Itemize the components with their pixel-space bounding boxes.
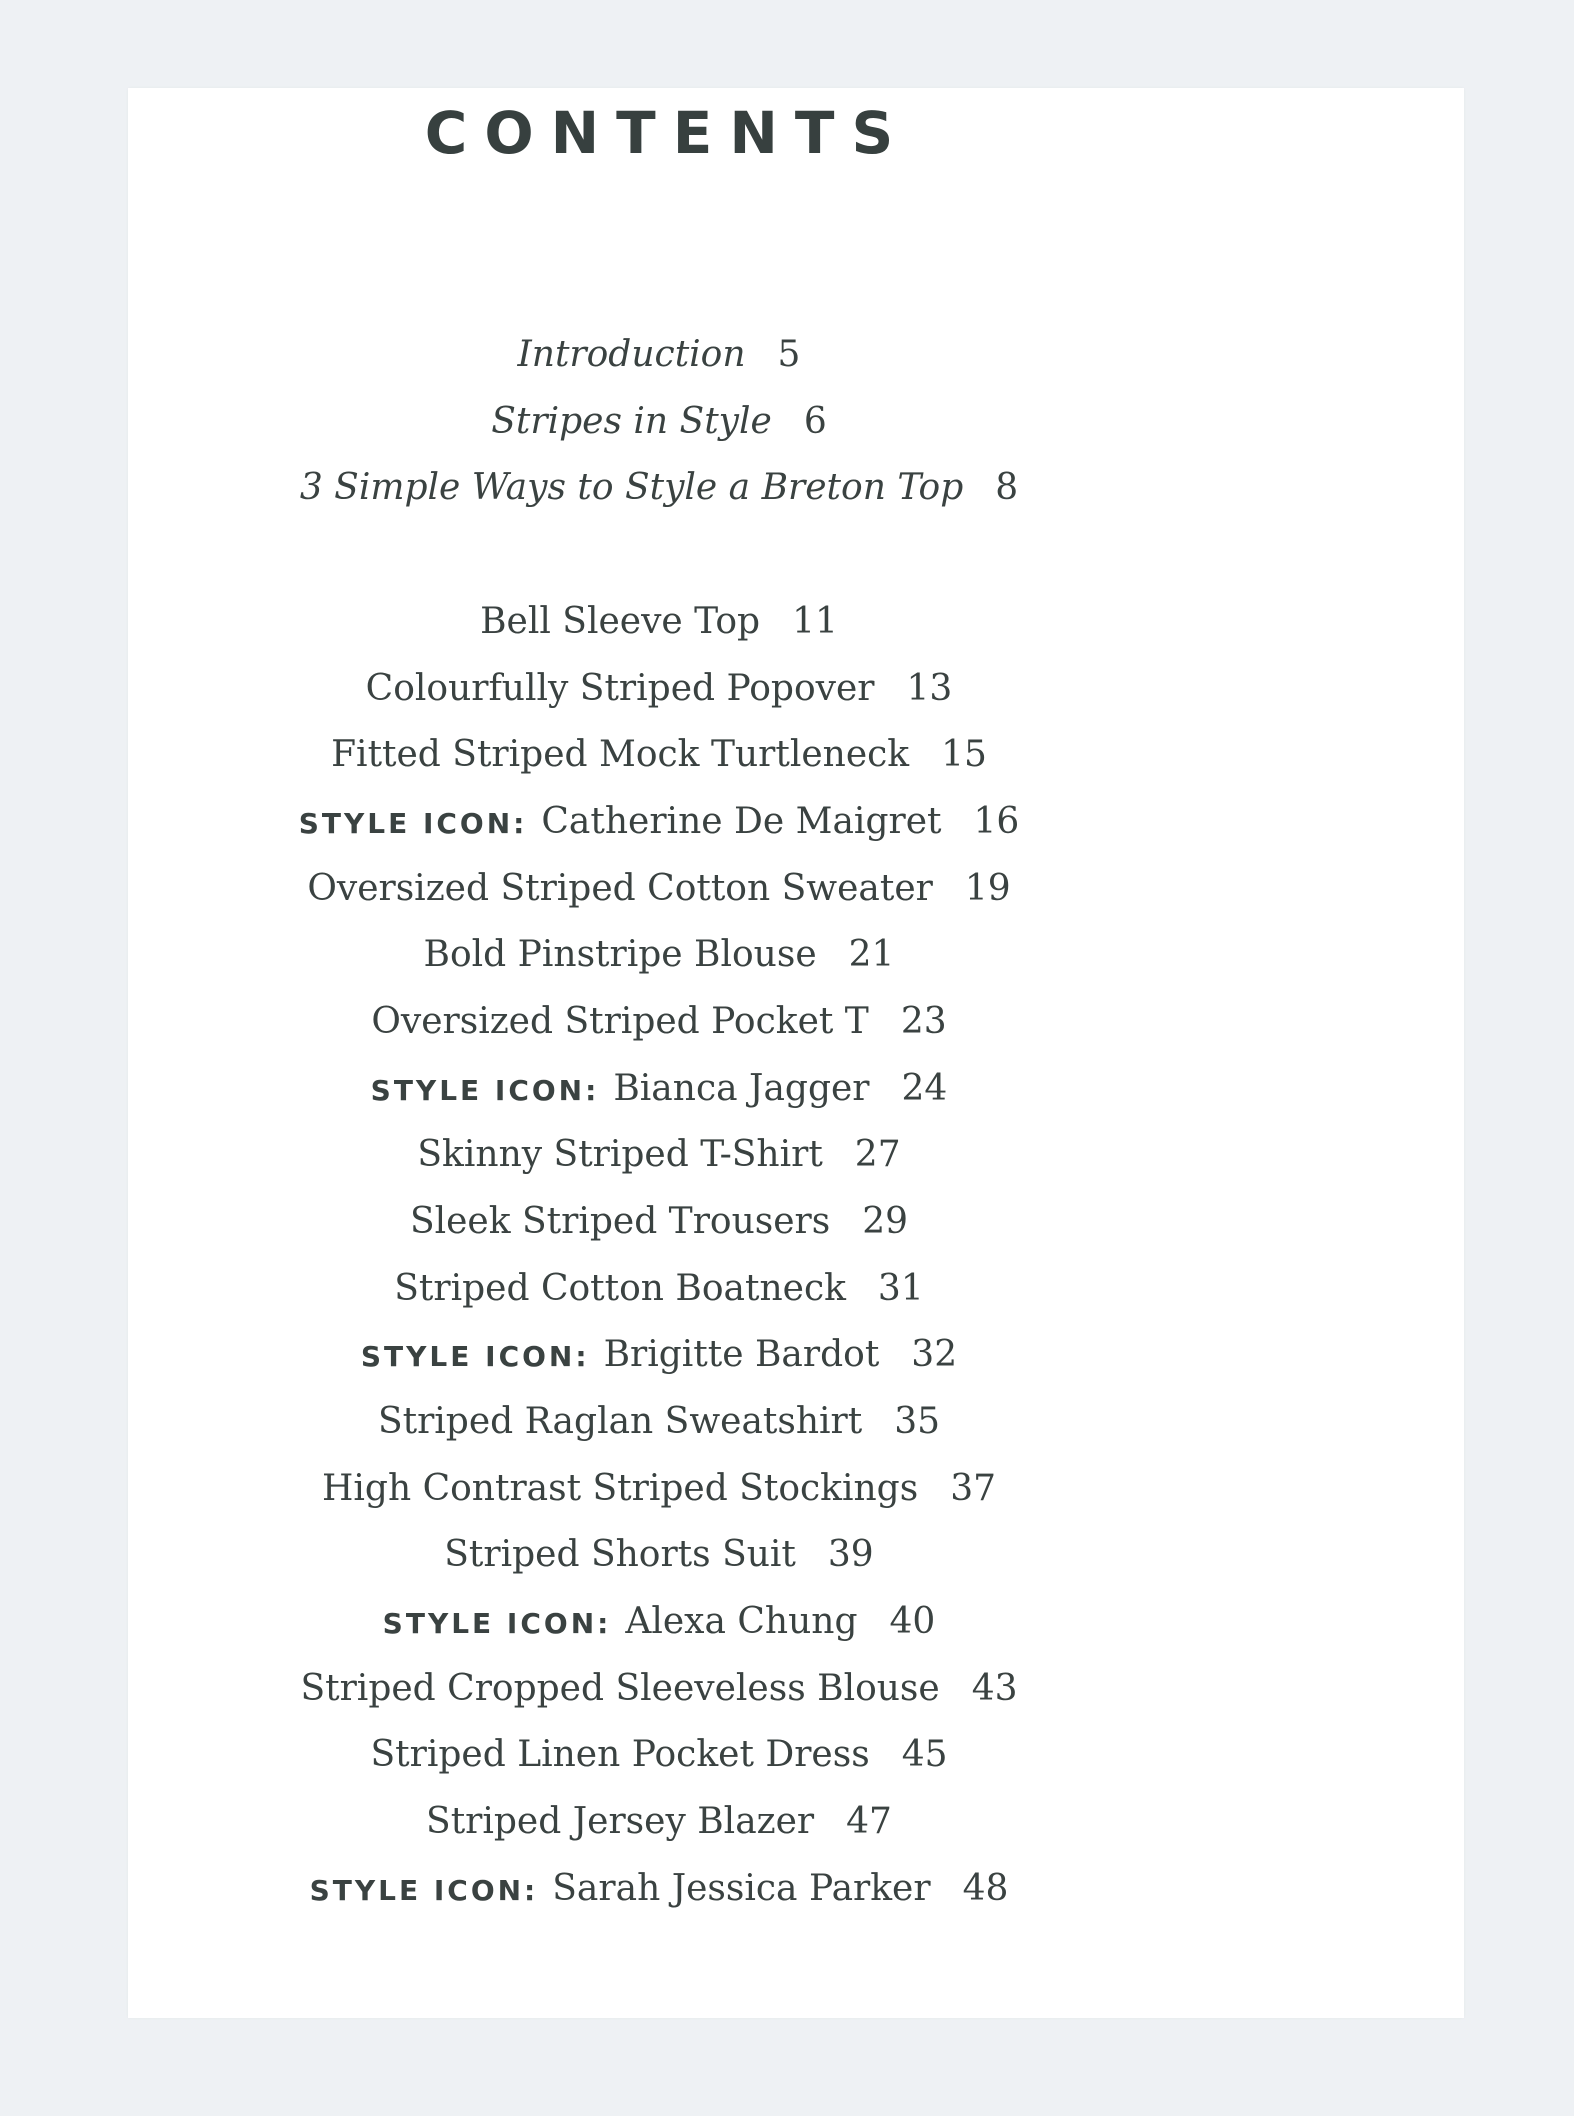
toc-entry-title: High Contrast Striped Stockings <box>321 1468 919 1509</box>
toc-entry-title: Bold Pinstripe Blouse <box>423 934 817 975</box>
toc-entry-introduction <box>0 330 1446 380</box>
toc-entry-page: 29 <box>862 1201 909 1242</box>
toc-entry-page: 43 <box>971 1668 1018 1709</box>
toc-entry-title: 3 Simple Ways to Style a Breton Top <box>299 467 964 508</box>
toc-entry <box>0 1464 1446 1514</box>
toc-entry-style-icon <box>0 797 1446 849</box>
style-icon-prefix: STYLE ICON: <box>309 1874 539 1907</box>
toc-entry-style-icon <box>0 1597 1446 1649</box>
toc-entry-title: Fitted Striped Mock Turtleneck <box>331 734 910 775</box>
toc-entry-title: Sleek Striped Trousers <box>409 1201 831 1242</box>
toc-entry <box>0 1130 1446 1180</box>
toc-entry-title: Striped Cotton Boatneck <box>394 1268 846 1309</box>
toc-entry-page: 31 <box>877 1268 924 1309</box>
toc-entry-page: 6 <box>803 401 827 442</box>
toc-entry-page: 21 <box>848 934 895 975</box>
style-icon-prefix: STYLE ICON: <box>298 807 528 840</box>
toc-entry-title: Oversized Striped Cotton Sweater <box>307 868 933 909</box>
toc-entry <box>0 1397 1446 1447</box>
toc-entry <box>0 1797 1446 1847</box>
toc-entry-breton-top <box>0 463 1446 513</box>
toc-entry-title: Stripes in Style <box>491 401 772 442</box>
toc-entry <box>0 1730 1446 1780</box>
toc-entry-title: Introduction <box>517 334 746 375</box>
toc-entry-page: 40 <box>889 1601 936 1642</box>
toc-entry-page: 39 <box>827 1534 874 1575</box>
toc-entry <box>0 664 1446 714</box>
toc-entry-title: Striped Linen Pocket Dress <box>370 1734 870 1775</box>
toc-entry-page: 5 <box>777 334 801 375</box>
toc-entry-title: Bell Sleeve Top <box>480 601 761 642</box>
toc-entry <box>0 1530 1446 1580</box>
toc-entry-title: Bianca Jagger <box>613 1068 870 1109</box>
toc-entry-page: 47 <box>846 1801 892 1842</box>
contents-heading: CONTENTS <box>424 99 911 167</box>
toc-entry <box>0 730 1446 780</box>
toc-entry <box>0 997 1446 1047</box>
toc-entry-page: 11 <box>792 601 838 642</box>
toc-entry-title: Alexa Chung <box>625 1601 858 1642</box>
toc-entry-page: 24 <box>901 1068 948 1109</box>
toc-entry-title: Striped Raglan Sweatshirt <box>377 1401 863 1442</box>
toc-entry <box>0 1664 1446 1714</box>
toc-entry <box>0 930 1446 980</box>
toc-entry <box>0 864 1446 914</box>
toc-entry-title: Sarah Jessica Parker <box>552 1868 931 1909</box>
toc-entry-title: Catherine De Maigret <box>541 801 942 842</box>
toc-entry-page: 19 <box>964 868 1011 909</box>
toc-entry <box>0 597 1446 647</box>
toc-entry-page: 45 <box>901 1734 948 1775</box>
toc-entry-style-icon <box>0 1864 1446 1916</box>
toc-entry-page: 16 <box>973 801 1020 842</box>
toc-entry <box>0 1264 1446 1314</box>
toc-entry-page: 37 <box>950 1468 996 1509</box>
toc-entry-page: 35 <box>894 1401 941 1442</box>
toc-entry-title: Colourfully Striped Popover <box>365 668 875 709</box>
toc-entry-title: Skinny Striped T-Shirt <box>417 1134 823 1175</box>
toc-entry-page: 8 <box>995 467 1019 508</box>
toc-entry-stripes-in-style <box>0 397 1446 447</box>
toc-entry-page: 13 <box>906 668 953 709</box>
style-icon-prefix: STYLE ICON: <box>370 1074 600 1107</box>
toc-entry-title: Oversized Striped Pocket T <box>371 1001 869 1042</box>
style-icon-prefix: STYLE ICON: <box>360 1340 590 1373</box>
toc-entry-title: Brigitte Bardot <box>603 1334 880 1375</box>
toc-entry-page: 15 <box>941 734 987 775</box>
toc-entry-title: Striped Jersey Blazer <box>426 1801 815 1842</box>
toc-entry <box>0 1197 1446 1247</box>
toc-entry-page: 48 <box>962 1868 1009 1909</box>
toc-entry-page: 32 <box>911 1334 958 1375</box>
toc-entry-page: 23 <box>900 1001 947 1042</box>
toc-entry-title: Striped Cropped Sleeveless Blouse <box>300 1668 940 1709</box>
toc-entry-title: Striped Shorts Suit <box>444 1534 796 1575</box>
toc-entry-style-icon <box>0 1064 1446 1116</box>
style-icon-prefix: STYLE ICON: <box>382 1607 612 1640</box>
toc-entry-style-icon <box>0 1330 1446 1382</box>
toc-entry-page: 27 <box>854 1134 901 1175</box>
